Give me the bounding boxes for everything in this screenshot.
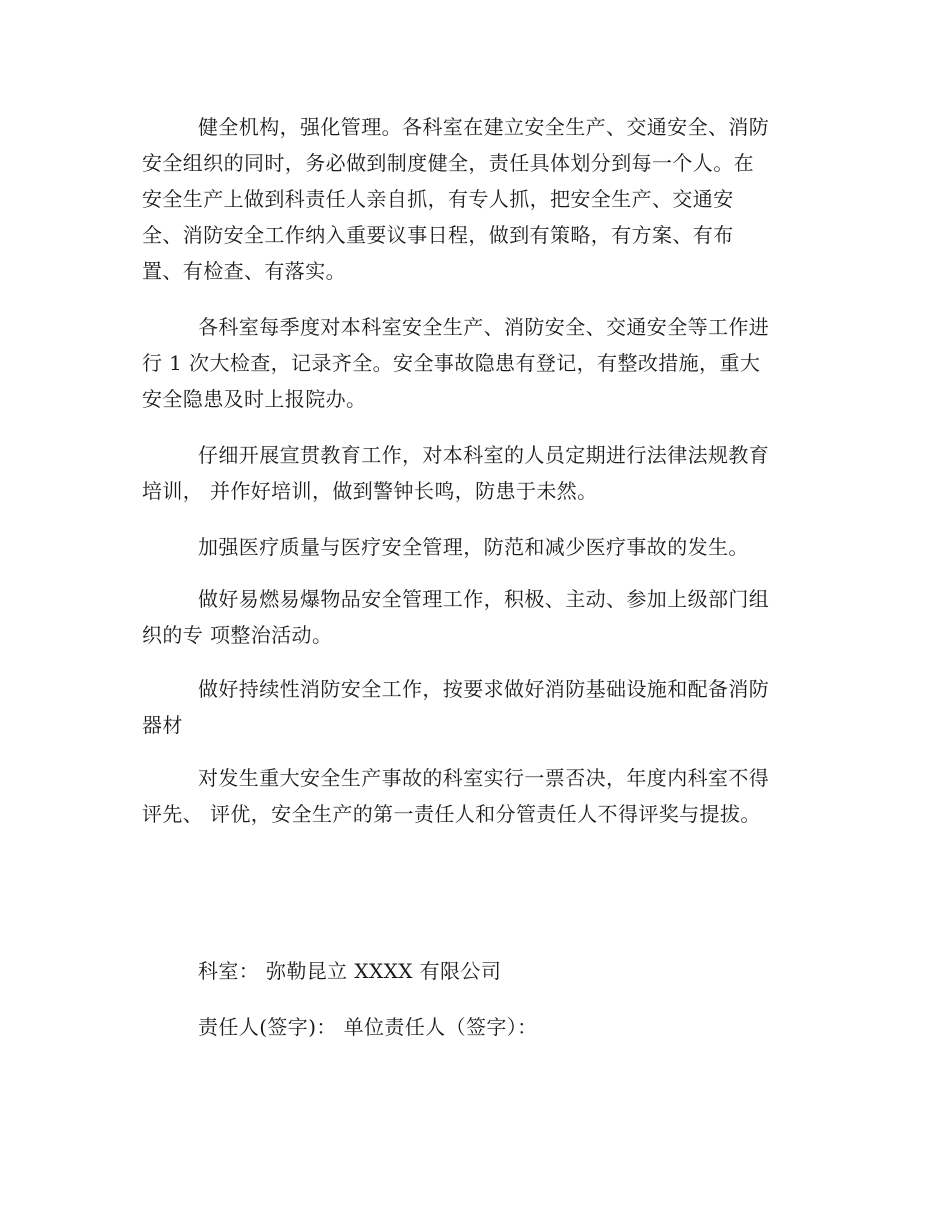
paragraph-2-line-1: 各科室每季度对本科室安全生产、消防安全、交通安全等工作进	[198, 315, 770, 339]
paragraph-6-line-1: 做好持续性消防安全工作，按要求做好消防基础设施和配备消防	[198, 677, 770, 701]
paragraph-1-line-2: 安全组织的同时，务必做到制度健全，责任具体划分到每一个人。在	[142, 151, 754, 175]
paragraph-1-line-4: 全、消防安全工作纳入重要议事日程，做到有策略，有方案、有布	[142, 223, 734, 247]
paragraph-2-line-2: 行 1 次大检查，记录齐全。安全事故隐患有登记，有整改措施，重大	[142, 351, 761, 375]
paragraph-5-line-2: 织的专 项整治活动。	[142, 623, 333, 647]
paragraph-7-line-1: 对发生重大安全生产事故的科室实行一票否决，年度内科室不得	[198, 766, 770, 790]
paragraph-1-line-3: 安全生产上做到科责任人亲自抓，有专人抓，把安全生产、交通安	[142, 187, 734, 211]
paragraph-7-line-2: 评先、 评优，安全生产的第一责任人和分管责任人不得评奖与提拔。	[142, 802, 761, 826]
paragraph-4-line-1: 加强医疗质量与医疗安全管理，防范和减少医疗事故的发生。	[198, 535, 749, 559]
department-signature-line: 科室： 弥勒昆立 XXXX 有限公司	[198, 959, 502, 983]
paragraph-6-line-2: 器材	[142, 713, 183, 737]
paragraph-1-line-5: 置、有检查、有落实。	[142, 259, 346, 283]
paragraph-3-line-1: 仔细开展宣贯教育工作，对本科室的人员定期进行法律法规教育	[198, 443, 770, 467]
responsible-signature-line: 责任人(签字)： 单位责任人（签字）：	[198, 1015, 538, 1039]
paragraph-1-line-1: 健全机构，强化管理。各科室在建立安全生产、交通安全、消防	[198, 115, 770, 139]
paragraph-5-line-1: 做好易燃易爆物品安全管理工作，积极、主动、参加上级部门组	[198, 587, 770, 611]
paragraph-3-line-2: 培训， 并作好培训，做到警钟长鸣，防患于未然。	[142, 479, 598, 503]
paragraph-2-line-3: 安全隐患及时上报院办。	[142, 387, 367, 411]
